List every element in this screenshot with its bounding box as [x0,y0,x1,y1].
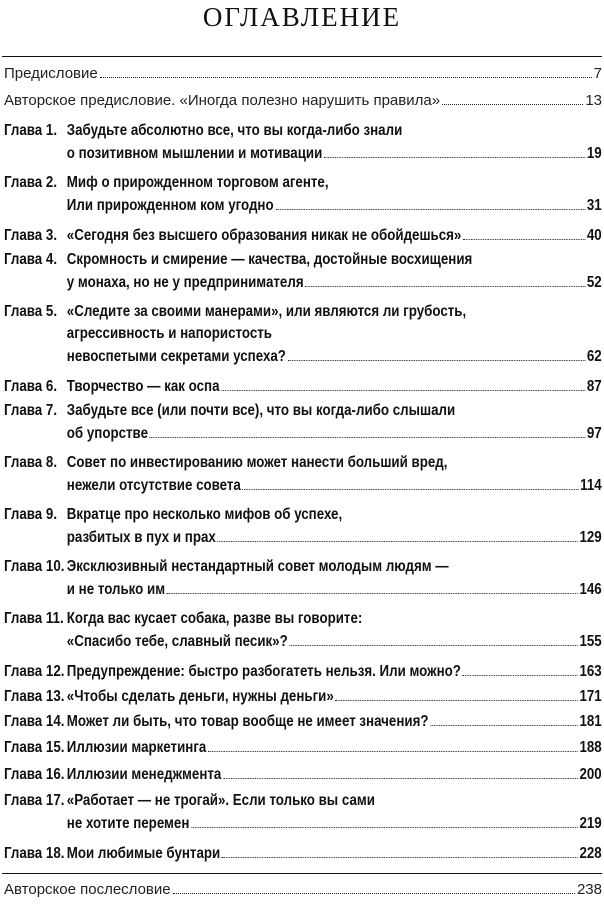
chapter-title: Творчество — как оспа [66,378,220,395]
dot-leader [442,89,583,105]
toc-line [4,578,602,600]
chapter-title: Иллюзии менеджмента [66,766,222,783]
page-number: 238 [576,881,602,898]
toc-line [4,812,602,834]
toc-entry-chapter[interactable] [4,608,602,652]
chapter-title: Забудьте абсолютно все, что вы когда-либо знали [66,122,403,139]
dot-leader [430,710,577,726]
dot-leader [218,526,578,542]
dot-leader [167,578,578,594]
dot-leader [288,345,585,361]
dot-leader [463,224,585,240]
toc-line [4,556,602,578]
page-number: 171 [579,688,602,705]
page-number: 155 [579,633,602,650]
chapter-title: Вкратце про несколько мифов об успехе, [66,506,343,523]
toc-entry-chapter[interactable] [4,400,602,444]
chapter-number: Глава 18. [4,845,65,862]
toc-line [4,323,602,345]
toc-line [4,224,602,246]
page-number: 129 [579,529,602,546]
chapter-title: и не только им [66,581,166,598]
toc-line [4,62,602,84]
chapter-number: Глава 14. [4,713,65,730]
toc-line [4,301,602,323]
toc-entry-chapter[interactable] [4,301,602,367]
chapter-title: Забудьте все (или почти все), что вы когда-либо слышали [66,402,456,419]
toc-line [4,375,602,397]
chapter-title: о позитивном мышлении и мотивации [66,145,323,162]
chapter-title: Или прирожденном ком угодно [66,197,274,214]
chapter-number: Глава 13. [4,688,65,705]
toc-line [4,685,602,707]
page-number: 87 [586,378,602,395]
toc-line [4,630,602,652]
page-number: 13 [585,92,602,109]
toc-entry-preface[interactable] [4,62,602,84]
chapter-title: Когда вас кусает собака, разве вы говорите: [66,610,363,627]
chapter-number: Глава 4. [4,251,58,268]
chapter-title: Совет по инвестированию может нанести больший вред, [66,454,448,471]
chapter-number: Глава 16. [4,766,65,783]
chapter-title: «Сегодня без высшего образования никак не обойдешься» [66,227,462,244]
dot-leader [463,660,578,676]
toc-entry-chapter[interactable] [4,172,602,216]
page-number: 52 [586,274,602,291]
toc-line [4,172,602,194]
chapter-number: Глава 12. [4,663,65,680]
toc-line [4,660,602,682]
chapter-title: агрессивность и напористость [66,325,272,342]
toc-line [4,608,602,630]
dot-leader [173,878,575,894]
toc-entry-chapter[interactable] [4,120,602,164]
entry-title: Предисловие [4,65,98,82]
chapter-number: Глава 3. [4,227,58,244]
toc-line [4,271,602,293]
chapter-number: Глава 11. [4,610,64,627]
dot-leader [150,422,585,438]
dot-leader [100,62,592,78]
toc-line [4,345,602,367]
toc-line [4,504,602,526]
toc-line [4,249,602,271]
page-number: 7 [593,65,602,82]
toc-line [4,878,602,900]
page-number: 114 [580,477,602,494]
chapter-number: Глава 10. [4,558,65,575]
toc-line [4,474,602,496]
dot-leader [223,763,578,779]
toc-entry-afterword[interactable] [4,878,602,900]
dot-leader [191,812,578,828]
toc-entry-chapter[interactable] [4,249,602,293]
toc-line [4,763,602,785]
page-title: ОГЛАВЛЕНИЕ [202,2,402,32]
chapter-title: Предупреждение: быстро разбогатеть нельзя. Или можно? [66,663,461,680]
page-number: 228 [579,845,602,862]
page-number: 200 [579,766,602,783]
toc-line [4,194,602,216]
toc-entry-chapter[interactable] [4,736,602,758]
chapter-number: Глава 15. [4,739,65,756]
bottom-rule [2,873,602,874]
chapter-title: «Чтобы сделать деньги, нужны деньги» [66,688,334,705]
toc-entry-chapter[interactable] [4,375,602,397]
dot-leader [243,474,579,490]
top-rule [2,56,602,57]
toc-entry-chapter[interactable] [4,685,602,707]
toc-line [4,842,602,864]
page-number: 40 [586,227,602,244]
toc-entry-chapter[interactable] [4,763,602,785]
toc-entry-chapter[interactable] [4,224,602,246]
dot-leader [324,142,585,158]
toc-line [4,526,602,548]
chapter-title: не хотите перемен [66,815,190,832]
toc-entry-chapter[interactable] [4,842,602,864]
toc-entry-author-preface[interactable] [4,89,602,111]
toc-line [4,452,602,474]
chapter-title: Скромность и смирение — качества, достойные восхищения [66,251,473,268]
dot-leader [305,271,585,287]
page-number: 188 [579,739,602,756]
toc-entry-chapter[interactable] [4,504,602,548]
toc-line [4,400,602,422]
chapter-number: Глава 8. [4,454,58,471]
chapter-number: Глава 17. [4,792,65,809]
toc-line [4,89,602,111]
dot-leader [289,630,577,646]
toc-line [4,736,602,758]
entry-title: Авторское послесловие [4,881,171,898]
toc-line [4,120,602,142]
page-number: 97 [586,425,602,442]
page-number: 181 [579,713,602,730]
chapter-number: Глава 9. [4,506,58,523]
toc-line [4,142,602,164]
chapter-title: «Следите за своими манерами», или являются ли грубость, [66,303,467,320]
chapter-number: Глава 5. [4,303,58,320]
dot-leader [222,842,578,858]
toc-line [4,422,602,444]
chapter-number: Глава 6. [4,378,58,395]
toc-entry-chapter[interactable] [4,556,602,600]
page-number: 146 [579,581,602,598]
dot-leader [335,685,577,701]
page-number: 163 [579,663,602,680]
chapter-title: невоспетыми секретами успеха? [66,348,286,365]
dot-leader [275,194,585,210]
toc-line [4,790,602,812]
entry-title: Авторское предисловие. «Иногда полезно нарушить правила» [4,92,441,109]
chapter-title: Может ли быть, что товар вообще не имеет значения? [66,713,429,730]
chapter-title: Мои любимые бунтари [66,845,221,862]
chapter-title: разбитых в пух и прах [66,529,216,546]
chapter-number: Глава 1. [4,122,58,139]
chapter-number: Глава 7. [4,402,58,419]
chapter-title: нежели отсутствие совета [66,477,241,494]
page-number: 219 [579,815,602,832]
page-number: 31 [586,197,602,214]
chapter-title: Миф о прирожденном торговом агенте, [66,174,329,191]
chapter-title: «Спасибо тебе, славный песик»? [66,633,288,650]
chapter-title: об упорстве [66,425,148,442]
toc-entry-chapter[interactable] [4,790,602,834]
chapter-title: Эксклюзивный нестандартный совет молодым людям — [66,558,449,575]
page-number: 19 [586,145,602,162]
toc-entry-chapter[interactable] [4,710,602,732]
toc-entry-chapter[interactable] [4,660,602,682]
dot-leader [221,375,585,391]
chapter-title: Иллюзии маркетинга [66,739,207,756]
toc-line [4,710,602,732]
toc-entry-chapter[interactable] [4,452,602,496]
chapter-number: Глава 2. [4,174,58,191]
chapter-title: у монаха, но не у предпринимателя [66,274,304,291]
page-number: 62 [586,348,602,365]
dot-leader [208,736,578,752]
chapter-title: «Работает — не трогай». Если только вы сами [66,792,375,809]
